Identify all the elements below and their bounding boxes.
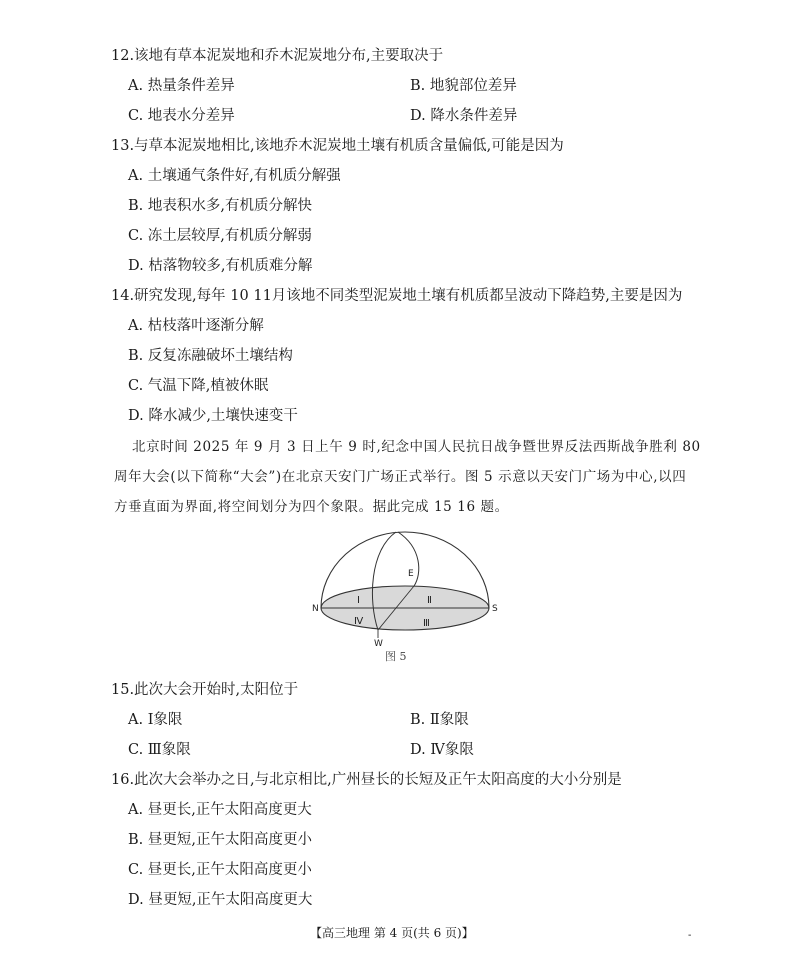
quadrant-4-label: Ⅳ — [354, 616, 364, 627]
question-15-option-c: C. Ⅲ象限 — [128, 742, 191, 758]
quadrant-1-label: Ⅰ — [357, 595, 360, 606]
question-16-stem: 16.此次大会举办之日,与北京相比,广州昼长的长短及正午太阳高度的大小分别是 — [111, 772, 622, 788]
passage-line-1: 北京时间 2025 年 9 月 3 日上午 9 时,纪念中国人民抗日战争暨世界反法西斯战争胜利 80 — [132, 439, 701, 455]
question-13-stem: 13.与草本泥炭地相比,该地乔木泥炭地土壤有机质含量偏低,可能是因为 — [111, 138, 564, 154]
question-13-option-c: C. 冻土层较厚,有机质分解弱 — [128, 228, 312, 244]
question-15-option-d: D. Ⅳ象限 — [410, 742, 474, 758]
question-14-option-c: C. 气温下降,植被休眠 — [128, 378, 269, 394]
question-13-option-d: D. 枯落物较多,有机质难分解 — [128, 258, 313, 274]
label-n: N — [312, 604, 319, 614]
label-e: E — [408, 569, 414, 579]
question-14-option-d: D. 降水减少,土壤快速变干 — [128, 408, 298, 424]
passage-line-2: 周年大会(以下简称“大会”)在北京天安门广场正式举行。图 5 示意以天安门广场为中心,以四 — [114, 469, 687, 485]
question-14-option-b: B. 反复冻融破坏土壤结构 — [128, 348, 293, 364]
question-12-option-c: C. 地表水分差异 — [128, 108, 235, 124]
question-13-option-b: B. 地表积水多,有机质分解快 — [128, 198, 312, 214]
question-12-option-a: A. 热量条件差异 — [128, 78, 235, 94]
question-15-option-b: B. Ⅱ象限 — [410, 712, 469, 728]
question-16-option-c: C. 昼更长,正午太阳高度更小 — [128, 862, 312, 878]
question-12-option-b: B. 地貌部位差异 — [410, 78, 517, 94]
label-s: S — [492, 604, 498, 614]
figure-5-diagram — [310, 530, 500, 648]
question-16-option-b: B. 昼更短,正午太阳高度更小 — [128, 832, 312, 848]
question-12-option-d: D. 降水条件差异 — [410, 108, 518, 124]
question-12-stem: 12.该地有草本泥炭地和乔木泥炭地分布,主要取决于 — [111, 48, 444, 64]
page-footer: 【高三地理 第 4 页(共 6 页)】 — [310, 926, 474, 940]
quadrant-2-label: Ⅱ — [427, 595, 432, 606]
question-14-option-a: A. 枯枝落叶逐渐分解 — [128, 318, 264, 334]
figure-caption: 图 5 — [385, 650, 407, 663]
question-15-option-a: A. Ⅰ象限 — [128, 712, 183, 728]
quadrant-3-label: Ⅲ — [423, 618, 430, 629]
corner-mark: - — [688, 930, 692, 941]
passage-line-3: 方垂直面为界面,将空间划分为四个象限。据此完成 15 16 题。 — [114, 499, 509, 515]
question-16-option-a: A. 昼更长,正午太阳高度更大 — [128, 802, 312, 818]
question-16-option-d: D. 昼更短,正午太阳高度更大 — [128, 892, 313, 908]
question-15-stem: 15.此次大会开始时,太阳位于 — [111, 682, 299, 698]
label-w: W — [374, 639, 383, 648]
hemisphere-drawing — [321, 532, 489, 638]
question-13-option-a: A. 土壤通气条件好,有机质分解强 — [128, 168, 341, 184]
question-14-stem: 14.研究发现,每年 10 11月该地不同类型泥炭地土壤有机质都呈波动下降趋势,主要是因为 — [111, 288, 683, 304]
